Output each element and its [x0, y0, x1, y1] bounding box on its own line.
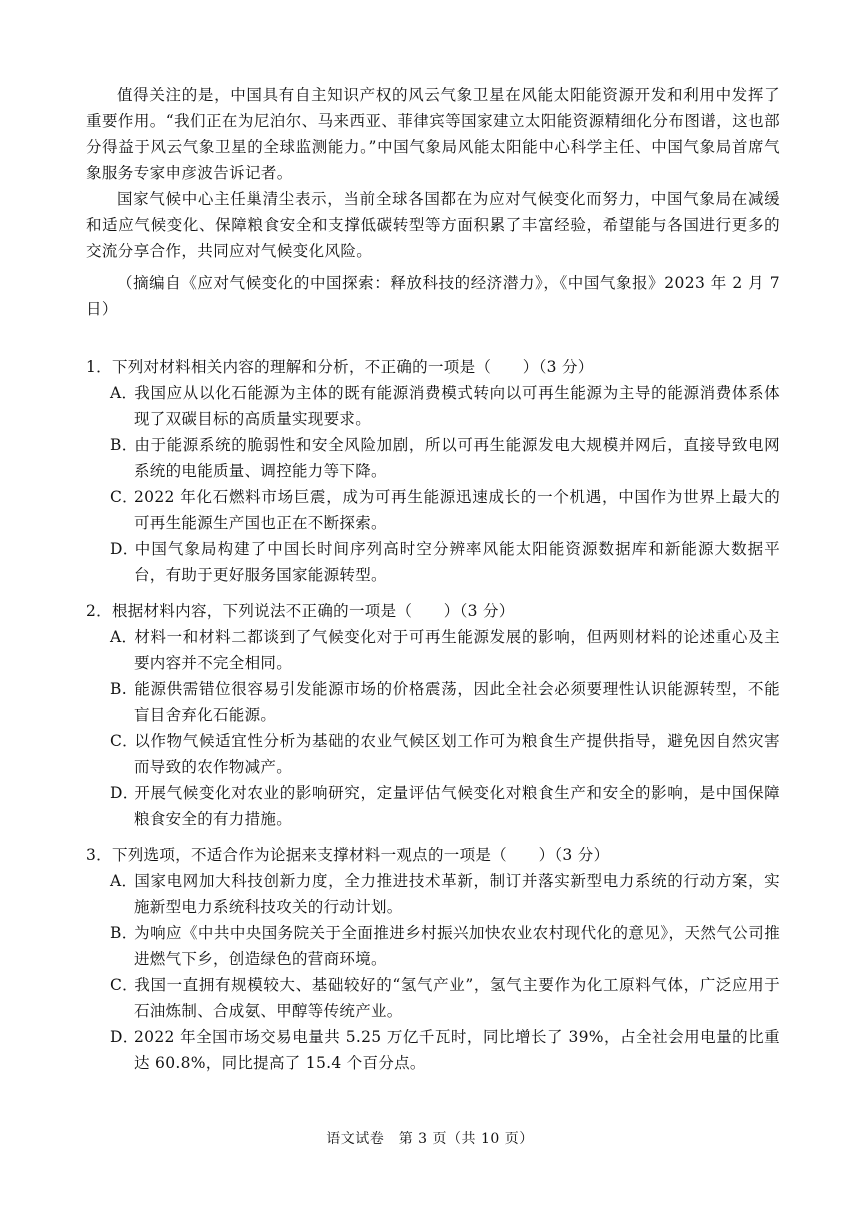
page-footer: 语文试卷 第 3 页（共 10 页） — [326, 1131, 534, 1147]
option-letter: A． — [110, 628, 138, 646]
option-text: 由于能源系统的脆弱性和安全风险加剧，所以可再生能源发电大规模并网后，直接导致电网系统的电能质量、调控能力等下降。 — [134, 436, 780, 480]
question-1 — [86, 354, 780, 588]
option-text: 材料一和材料二都谈到了气候变化对于可再生能源发展的影响，但两则材料的论述重心及主要内容并不完全相同。 — [134, 628, 780, 672]
question-1-option-c[interactable] — [86, 484, 780, 536]
option-letter: B． — [110, 924, 138, 942]
question-3-stem: 3．下列选项，不适合作为论据来支撑材料一观点的一项是（ ）（3 分） — [86, 846, 610, 864]
question-2-option-c[interactable] — [86, 728, 780, 780]
option-letter: C． — [110, 488, 138, 506]
option-text: 以作物气候适宜性分析为基础的农业气候区划工作可为粮食生产提供指导，避免因自然灾害而导致的农作物减产。 — [134, 732, 780, 776]
option-letter: B. — [110, 680, 127, 698]
option-text: 中国气象局构建了中国长时间序列高时空分辨率风能太阳能资源数据库和新能源大数据平台，有助于更好服务国家能源转型。 — [134, 540, 780, 584]
question-3 — [86, 842, 780, 1076]
question-1-stem: 1．下列对材料相关内容的理解和分析，不正确的一项是（ ）（3 分） — [86, 358, 594, 376]
question-1-option-b[interactable] — [86, 432, 780, 484]
option-letter: B． — [110, 436, 138, 454]
option-letter: C． — [110, 976, 138, 994]
option-letter: A． — [110, 872, 138, 890]
question-3-option-c[interactable] — [86, 972, 780, 1024]
question-2 — [86, 598, 780, 832]
question-3-option-a[interactable] — [86, 868, 780, 920]
option-text: 开展气候变化对农业的影响研究，定量评估气候变化对粮食生产和安全的影响，是中国保障粮食安全的有力措施。 — [134, 784, 780, 828]
option-letter: D． — [110, 540, 139, 558]
option-text: 国家电网加大科技创新力度，全力推进技术革新，制订并落实新型电力系统的行动方案，实施新型电力系统科技攻关的行动计划。 — [134, 872, 780, 916]
option-letter: D． — [110, 1028, 139, 1046]
option-text: 我国应从以化石能源为主体的既有能源消费模式转向以可再生能源为主导的能源消费体系体现了双碳目标的高质量实现要求。 — [134, 384, 780, 428]
option-text: 能源供需错位很容易引发能源市场的价格震荡，因此全社会必须要理性认识能源转型，不能盲目舍弃化石能源。 — [134, 680, 780, 724]
option-text: 2022 年全国市场交易电量共 5.25 万亿千瓦时，同比增长了 39%，占全社会用电量的比重达 60.8%，同比提高了 15.4 个百分点。 — [134, 1028, 780, 1072]
option-text: 为响应《中共中央国务院关于全面推进乡村振兴加快农业农村现代化的意见》，天然气公司推进燃气下乡，创造绿色的营商环境。 — [134, 924, 780, 968]
question-2-stem: 2．根据材料内容，下列说法不正确的一项是（ ）（3 分） — [86, 602, 515, 620]
option-letter: A． — [110, 384, 138, 402]
option-letter: C． — [110, 732, 138, 750]
passage-paragraph-1: 值得关注的是，中国具有自主知识产权的风云气象卫星在风能太阳能资源开发和利用中发挥了重要作用。“我们正在为尼泊尔、马来西亚、菲律宾等国家建立太阳能资源精细化分布图谱，这也部分得益于风云气象卫星的全球监测能力。”中国气象局风能太阳能中心科学主任、中国气象局首席气象服务专家申彦波告诉记者。 — [86, 86, 780, 182]
question-3-option-d[interactable] — [86, 1024, 780, 1076]
question-2-option-a[interactable] — [86, 624, 780, 676]
option-letter: D． — [110, 784, 139, 802]
question-3-option-b[interactable] — [86, 920, 780, 972]
question-2-option-d[interactable] — [86, 780, 780, 832]
question-2-option-b[interactable] — [86, 676, 780, 728]
passage-source: （摘编自《应对气候变化的中国探索：释放科技的经济潜力》，《中国气象报》2023 年 2 月 7 日） — [86, 274, 780, 318]
option-text: 2022 年化石燃料市场巨震，成为可再生能源迅速成长的一个机遇，中国作为世界上最大的可再生能源生产国也正在不断探索。 — [134, 488, 780, 532]
option-text: 我国一直拥有规模较大、基础较好的“氢气产业”，氢气主要作为化工原料气体，广泛应用于石油炼制、合成氨、甲醇等传统产业。 — [134, 976, 780, 1020]
question-1-option-d[interactable] — [86, 536, 780, 588]
question-1-option-a[interactable] — [86, 380, 780, 432]
passage-paragraph-2: 国家气候中心主任巢清尘表示，当前全球各国都在为应对气候变化而努力，中国气象局在减缓和适应气候变化、保障粮食安全和支撑低碳转型等方面积累了丰富经验，希望能与各国进行更多的交流分享合作，共同应对气候变化风险。 — [86, 190, 780, 260]
